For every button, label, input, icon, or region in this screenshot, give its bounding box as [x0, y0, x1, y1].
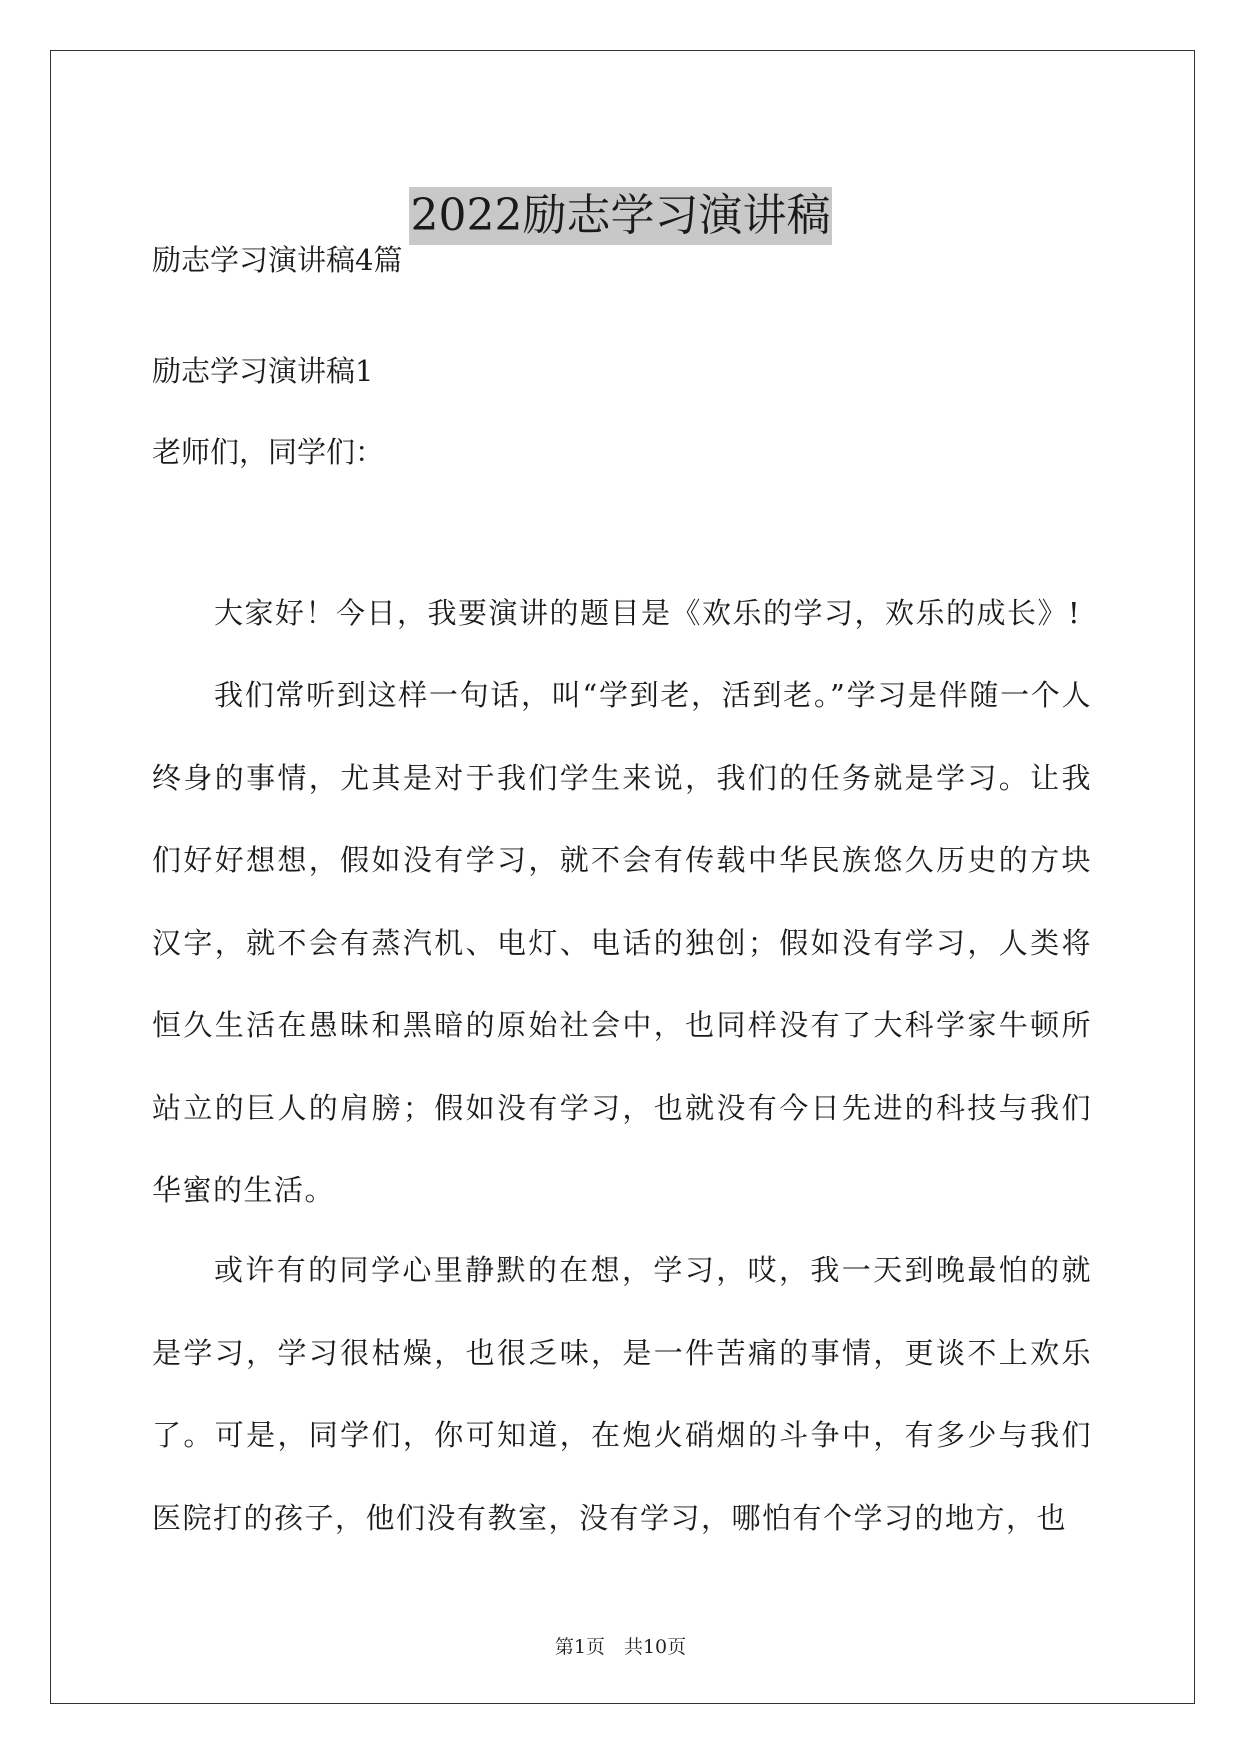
body-paragraph: 我们常听到这样一句话，叫“学到老，活到老。”学习是伴随一个人终身的事情，尤其是对于我们学生来说，我们的任务就是学习。让我们好好想想，假如没有学习，就不会有传载中华民族悠久历史的方块汉字，就不会有蒸汽机、电灯、电话的独创；假如没有学习，人类将恒久生活在愚昧和黑暗的原始社会中，也同样没有了大科学家牛顿所站立的巨人的肩膀；假如没有学习，也就没有今日先进的科技与我们华蜜的生活。 [152, 678, 1092, 1207]
body-paragraph: 或许有的同学心里静默的在想，学习，哎，我一天到晚最怕的就是学习，学习很枯燥，也很乏味，是一件苦痛的事情，更谈不上欢乐了。可是，同学们，你可知道，在炮火硝烟的斗争中，有多少与我们医院打的孩子，他们没有教室，没有学习，哪怕有个学习的地方，也 [152, 1253, 1092, 1535]
document-subtitle: 励志学习演讲稿4篇 [152, 243, 403, 277]
document-title: 2022励志学习演讲稿 [409, 187, 833, 245]
body-paragraph: 大家好！今日，我要演讲的题目是《欢乐的学习，欢乐的成长》! [214, 596, 1082, 630]
section-heading: 励志学习演讲稿1 [152, 354, 374, 388]
page-number: 第1页 共10页 [554, 1636, 687, 1658]
salutation: 老师们，同学们： [152, 435, 385, 469]
